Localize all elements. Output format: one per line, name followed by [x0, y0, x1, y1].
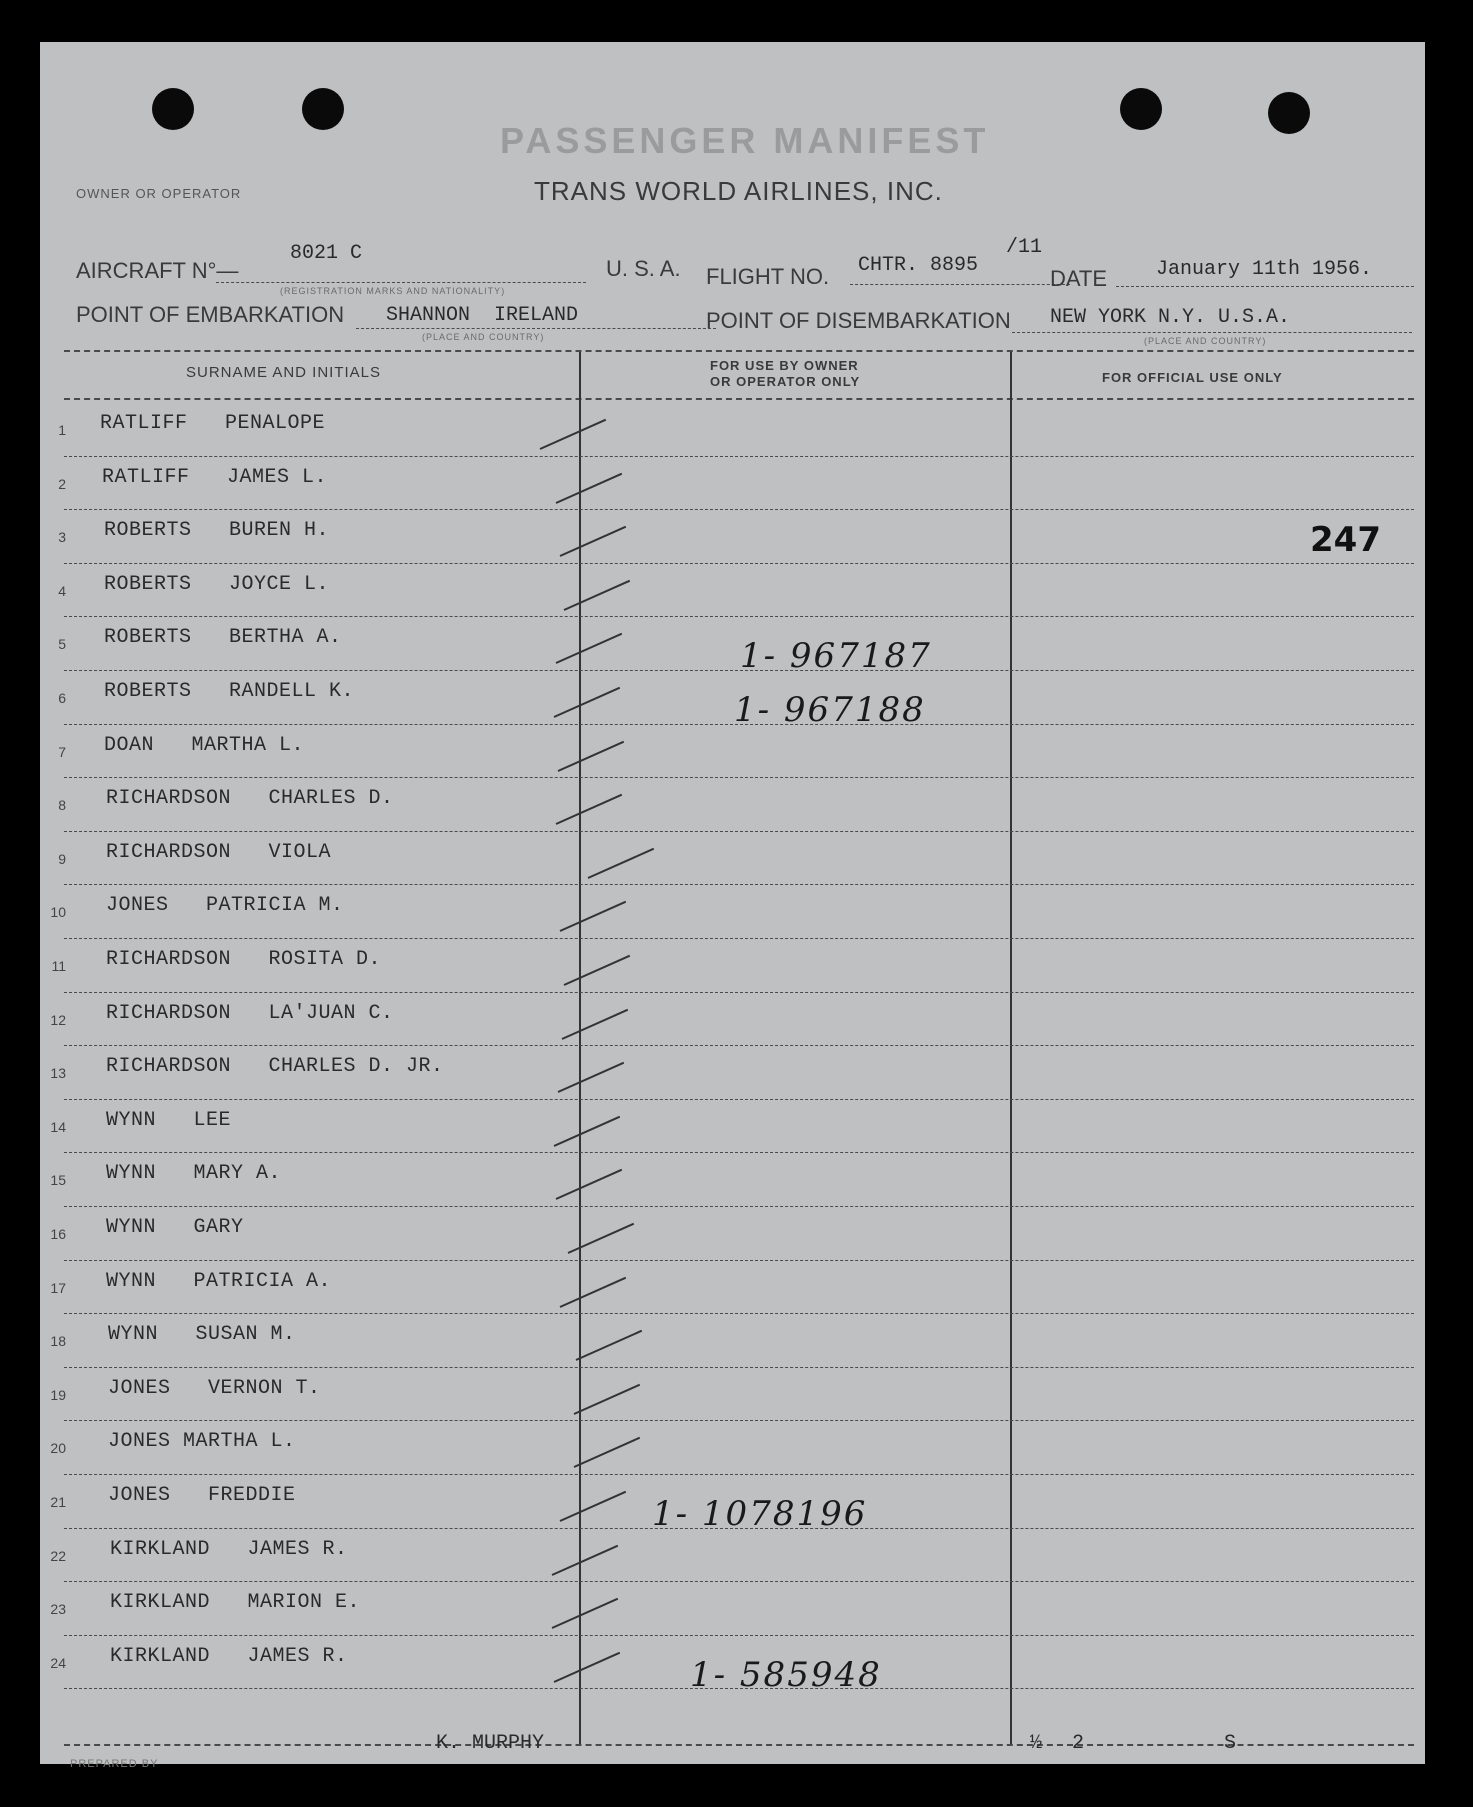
check-mark: [554, 1116, 621, 1147]
check-mark: [556, 1169, 623, 1200]
row-number: 10: [50, 904, 66, 921]
ticket-number: 1- 585948: [690, 1654, 882, 1695]
check-mark: [560, 1276, 627, 1307]
embark-value: SHANNON IRELAND: [386, 304, 579, 327]
row-rule: [64, 777, 1414, 778]
row-rule: [64, 670, 1414, 671]
passenger-name: JONES FREDDIE: [108, 1484, 296, 1507]
country: U. S. A.: [606, 256, 681, 281]
row-number: 7: [58, 743, 66, 760]
passenger-name: ROBERTS BUREN H.: [104, 519, 330, 543]
sheet-number: 2: [1072, 1732, 1085, 1755]
row-rule: [64, 1528, 1414, 1529]
passenger-name: ROBERTS RANDELL K.: [104, 680, 355, 703]
col-official-header: FOR OFFICIAL USE ONLY: [1102, 370, 1283, 385]
prepared-by: K. MURPHY: [436, 1732, 545, 1755]
row-rule: [64, 1367, 1414, 1368]
row-number: 18: [50, 1333, 66, 1350]
row-number: 12: [50, 1011, 66, 1028]
page-number: 247: [1310, 520, 1381, 560]
row-number: 24: [50, 1654, 66, 1671]
row-number: 13: [50, 1065, 66, 1082]
ticket-number: 1- 967188: [734, 690, 926, 730]
check-mark: [560, 901, 627, 932]
passenger-name: JONES PATRICIA M.: [106, 894, 344, 918]
row-rule: [64, 992, 1414, 993]
passenger-name: RATLIFF PENALOPE: [100, 412, 326, 435]
check-mark: [554, 687, 621, 718]
date-value: January 11th 1956.: [1156, 258, 1373, 281]
check-mark: [552, 1544, 619, 1575]
passenger-name: WYNN MARY A.: [106, 1162, 282, 1186]
row-rule: [64, 616, 1414, 617]
row-number: 2: [58, 475, 66, 492]
check-mark: [560, 1491, 627, 1522]
passenger-name: RICHARDSON CHARLES D.: [106, 787, 394, 811]
passenger-name: KIRKLAND JAMES R.: [110, 1644, 348, 1668]
check-mark: [574, 1437, 641, 1468]
embark-label: POINT OF EMBARKATION: [76, 302, 345, 327]
row-number: 14: [50, 1118, 66, 1135]
owner-label: OWNER OR OPERATOR: [76, 186, 242, 201]
row-number: 16: [50, 1226, 66, 1242]
table-bottom-rule: [64, 1744, 1414, 1746]
row-number: 23: [50, 1601, 66, 1618]
disembark-label: POINT OF DISEMBARKATION: [706, 308, 1011, 333]
punch-hole: [302, 88, 344, 130]
flight-label: FLIGHT NO.: [706, 264, 830, 289]
flight-value: CHTR. 8895: [858, 254, 979, 277]
row-rule: [64, 509, 1414, 510]
row-number: 15: [50, 1172, 66, 1189]
passenger-name: JONES MARTHA L.: [108, 1430, 296, 1454]
passenger-name: RATLIFF JAMES L.: [102, 465, 328, 489]
row-rule: [64, 1474, 1414, 1475]
footer-mark: S: [1224, 1732, 1237, 1755]
row-rule: [64, 724, 1414, 725]
row-rule: [64, 1099, 1414, 1100]
row-rule: [64, 1635, 1414, 1636]
row-number: 8: [58, 797, 66, 814]
prepared-label: PREPARED BY: [70, 1758, 159, 1770]
check-mark: [588, 848, 655, 879]
passenger-name: ROBERTS JOYCE L.: [104, 572, 330, 596]
row-rule: [64, 1152, 1414, 1153]
passenger-name: KIRKLAND MARION E.: [110, 1591, 361, 1615]
check-mark: [556, 794, 623, 825]
passenger-name: JONES VERNON T.: [108, 1376, 321, 1400]
row-number: 1: [58, 422, 66, 438]
passenger-name: KIRKLAND JAMES R.: [110, 1537, 348, 1561]
table-header-rule: [64, 398, 1414, 400]
ticket-number: 1- 1078196: [652, 1494, 868, 1534]
row-rule: [64, 1420, 1414, 1421]
flight-suffix: /11: [1006, 236, 1043, 259]
check-mark: [560, 526, 627, 557]
aircraft-label: AIRCRAFT N°—: [76, 258, 239, 283]
check-mark: [558, 1062, 625, 1093]
sheet-fraction: ½: [1030, 1732, 1043, 1755]
manifest-sheet: [40, 42, 1425, 1770]
row-number: 5: [58, 636, 66, 653]
row-rule: [64, 1045, 1414, 1046]
row-rule: [64, 1581, 1414, 1582]
row-number: 17: [50, 1279, 66, 1296]
row-number: 21: [50, 1494, 66, 1510]
row-number: 20: [50, 1440, 66, 1457]
col-divider-1: [579, 352, 581, 1744]
flight-underline: [850, 284, 1070, 285]
passenger-name: DOAN MARTHA L.: [104, 733, 305, 757]
passenger-name: WYNN LEE: [106, 1108, 232, 1132]
check-mark: [576, 1330, 643, 1361]
embark-underline: [356, 328, 716, 329]
check-mark: [562, 1008, 629, 1039]
row-number: 22: [50, 1547, 66, 1564]
col-divider-2: [1010, 352, 1012, 1744]
col-surname-header: SURNAME AND INITIALS: [186, 364, 382, 381]
airline-name: TRANS WORLD AIRLINES, INC.: [534, 176, 943, 206]
check-mark: [556, 472, 623, 503]
row-rule: [64, 456, 1414, 457]
row-rule: [64, 831, 1414, 832]
row-number: 6: [58, 690, 66, 706]
row-rule: [64, 1260, 1414, 1261]
row-number: 3: [58, 529, 66, 546]
row-number: 11: [51, 958, 66, 974]
row-rule: [64, 1688, 1414, 1689]
aircraft-value: 8021 C: [290, 242, 363, 265]
passenger-name: WYNN GARY: [106, 1216, 244, 1239]
row-number: 9: [58, 850, 66, 867]
date-label: DATE: [1050, 266, 1108, 291]
passenger-name: WYNN SUSAN M.: [108, 1323, 296, 1347]
row-rule: [64, 938, 1414, 939]
ticket-number: 1- 967187: [740, 636, 932, 677]
passenger-name: RICHARDSON ROSITA D.: [106, 948, 382, 971]
passenger-name: WYNN PATRICIA A.: [106, 1269, 332, 1293]
punch-hole: [1120, 88, 1162, 130]
check-mark: [556, 633, 623, 664]
date-underline: [1116, 286, 1414, 287]
manifest-title: PASSENGER MANIFEST: [500, 120, 990, 161]
check-mark: [564, 580, 631, 611]
row-number: 19: [50, 1386, 66, 1403]
disembark-underline: [1012, 332, 1412, 333]
row-rule: [64, 563, 1414, 564]
passenger-name: RICHARDSON VIOLA: [106, 840, 332, 864]
row-rule: [64, 1206, 1414, 1207]
check-mark: [540, 419, 607, 450]
passenger-name: ROBERTS BERTHA A.: [104, 626, 342, 650]
check-mark: [552, 1598, 619, 1629]
punch-hole: [152, 88, 194, 130]
disembark-note: (PLACE AND COUNTRY): [1144, 336, 1267, 346]
disembark-value: NEW YORK N.Y. U.S.A.: [1050, 306, 1291, 329]
table-top-rule: [64, 350, 1414, 352]
check-mark: [568, 1223, 635, 1254]
aircraft-underline: [216, 282, 586, 283]
check-mark: [574, 1384, 641, 1415]
check-mark: [558, 740, 625, 771]
embark-note: (PLACE AND COUNTRY): [422, 332, 545, 342]
row-number: 4: [58, 582, 66, 599]
row-rule: [64, 1313, 1414, 1314]
row-rule: [64, 884, 1414, 885]
punch-hole: [1268, 92, 1310, 134]
col-owner-header-1: FOR USE BY OWNER: [710, 358, 859, 373]
check-mark: [554, 1652, 621, 1683]
col-owner-header-2: OR OPERATOR ONLY: [710, 374, 861, 389]
passenger-name: RICHARDSON CHARLES D. JR.: [106, 1055, 444, 1079]
registration-note: (REGISTRATION MARKS AND NATIONALITY): [280, 286, 506, 296]
passenger-name: RICHARDSON LA'JUAN C.: [106, 1001, 394, 1025]
check-mark: [564, 955, 631, 986]
